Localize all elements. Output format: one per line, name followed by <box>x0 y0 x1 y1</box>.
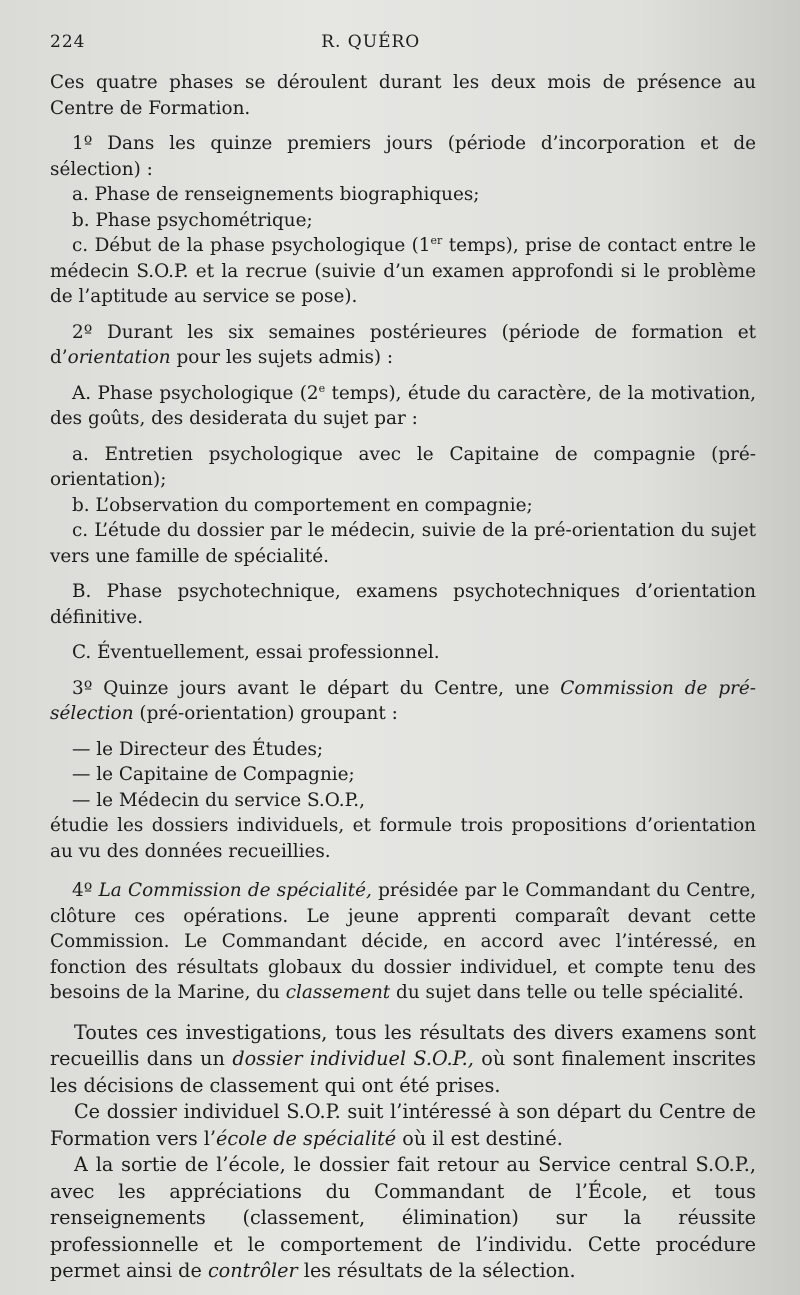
text-run: temps), étude du caractère, de la motivation, des goûts, des desiderata du sujet par : <box>50 382 756 429</box>
phase-2-subitem-c: c. L’étude du dossier par le médecin, suivie de la pré-orientation du sujet vers une famille de spécialité. <box>50 520 756 567</box>
phase-1-item-c <box>50 233 756 310</box>
text-run: les résultats de la sélection. <box>297 1259 576 1282</box>
italic-run: école de spécialité <box>216 1126 397 1150</box>
italic-run: orientation <box>67 347 171 368</box>
phase-1-item-b: b. Phase psychométrique; <box>72 209 313 231</box>
phase-2-item-A <box>50 381 756 432</box>
body-text <box>50 70 756 1006</box>
closing-paragraph-2 <box>50 1099 756 1152</box>
committee-member-3: — le Médecin du service S.O.P., <box>72 789 365 811</box>
page-number: 224 <box>50 32 86 52</box>
phase-2-subitem-a: a. Entretien psychologique avec le Capitaine de compagnie (pré-orientation); <box>50 443 756 490</box>
phase-2-item-C: C. Éventuellement, essai professionnel. <box>72 642 440 663</box>
closing-text <box>50 1020 756 1285</box>
phase-4-paragraph <box>50 878 756 1006</box>
phase-1-item-a: a. Phase de renseignements biographiques; <box>72 184 480 205</box>
text-run: A la sortie de l’école, le dossier fait retour au Service central S.O.P., avec les appréciations du Commandant de l’École, et tous renseignements (classement, élimination) sur la réussite professionnelle et le comportement de l’individu. Cette procédure permet ainsi de <box>50 1153 756 1282</box>
text-run: c. Début de la phase psychologique (1 <box>72 235 431 256</box>
phase-3-conclusion: étudie les dossiers individuels, et formule trois propositions d’orientation au vu des données recueillies. <box>50 815 756 862</box>
italic-run: contrôler <box>207 1259 298 1282</box>
running-head: R. QUÉRO <box>321 32 421 52</box>
text-run: Toutes ces investigations, tous les résultats des divers examens sont recueillis dans un <box>50 1020 756 1070</box>
italic-run: La Commission de spécialité, <box>98 880 372 901</box>
text-run: temps), prise de contact entre le médecin S.O.P. et la recrue (suivie d’un examen approfondi si le problème de l’aptitude au service se pose). <box>50 235 757 307</box>
superscript: er <box>430 233 443 247</box>
phase-2-subitem-b: b. L’observation du comportement en compagnie; <box>72 494 533 516</box>
text-run: A. Phase psychologique (2 <box>72 382 319 404</box>
text-run: pour les sujets admis) : <box>170 347 394 368</box>
text-run: Ce dossier individuel S.O.P. suit l’intéressé à son départ du Centre de Formation vers l’ <box>50 1100 756 1150</box>
phase-1-heading: 1º Dans les quinze premiers jours (période d’incorporation et de sélection) : <box>50 133 756 180</box>
italic-run: Commission de pré-sélection <box>50 677 756 724</box>
phase-2-heading <box>50 320 756 371</box>
text-run: où sont finalement inscrites les décisions de classement qui ont été prises. <box>50 1047 756 1097</box>
text-run: où il est destiné. <box>396 1126 563 1150</box>
text-run: (pré-orientation) groupant : <box>133 703 398 724</box>
text-run: 3º Quinze jours avant le départ du Centre, une <box>72 677 561 699</box>
committee-member-1: — le Directeur des Études; <box>72 738 324 760</box>
phase-3-heading <box>50 676 756 727</box>
closing-paragraph-1 <box>50 1020 756 1100</box>
page-header <box>50 32 756 52</box>
italic-run: classement <box>285 982 391 1003</box>
text-run: 2º Durant les six semaines postérieures (période de formation et d’ <box>50 321 756 368</box>
committee-member-2: — le Capitaine de Compagnie; <box>72 764 355 785</box>
closing-paragraph-3 <box>50 1152 756 1285</box>
italic-run: dossier individuel S.O.P., <box>232 1047 474 1070</box>
text-run: présidée par le Commandant du Centre, clôture ces opérations. Le jeune apprenti comparaît devant cette Commission. Le Commandant décide, en accord avec l’intéressé, en fonction des résultats globaux du dossier individuel, et compte tenu des besoins de la Marine, du <box>50 880 756 1003</box>
text-run: du sujet dans telle ou telle spécialité. <box>390 982 744 1003</box>
phase-2-item-B: B. Phase psychotechnique, examens psychotechniques d’orientation définitive. <box>50 581 756 628</box>
text-run: 4º <box>72 880 99 901</box>
intro-paragraph: Ces quatre phases se déroulent durant les deux mois de présence au Centre de Formation. <box>50 72 756 119</box>
superscript: e <box>318 381 326 395</box>
